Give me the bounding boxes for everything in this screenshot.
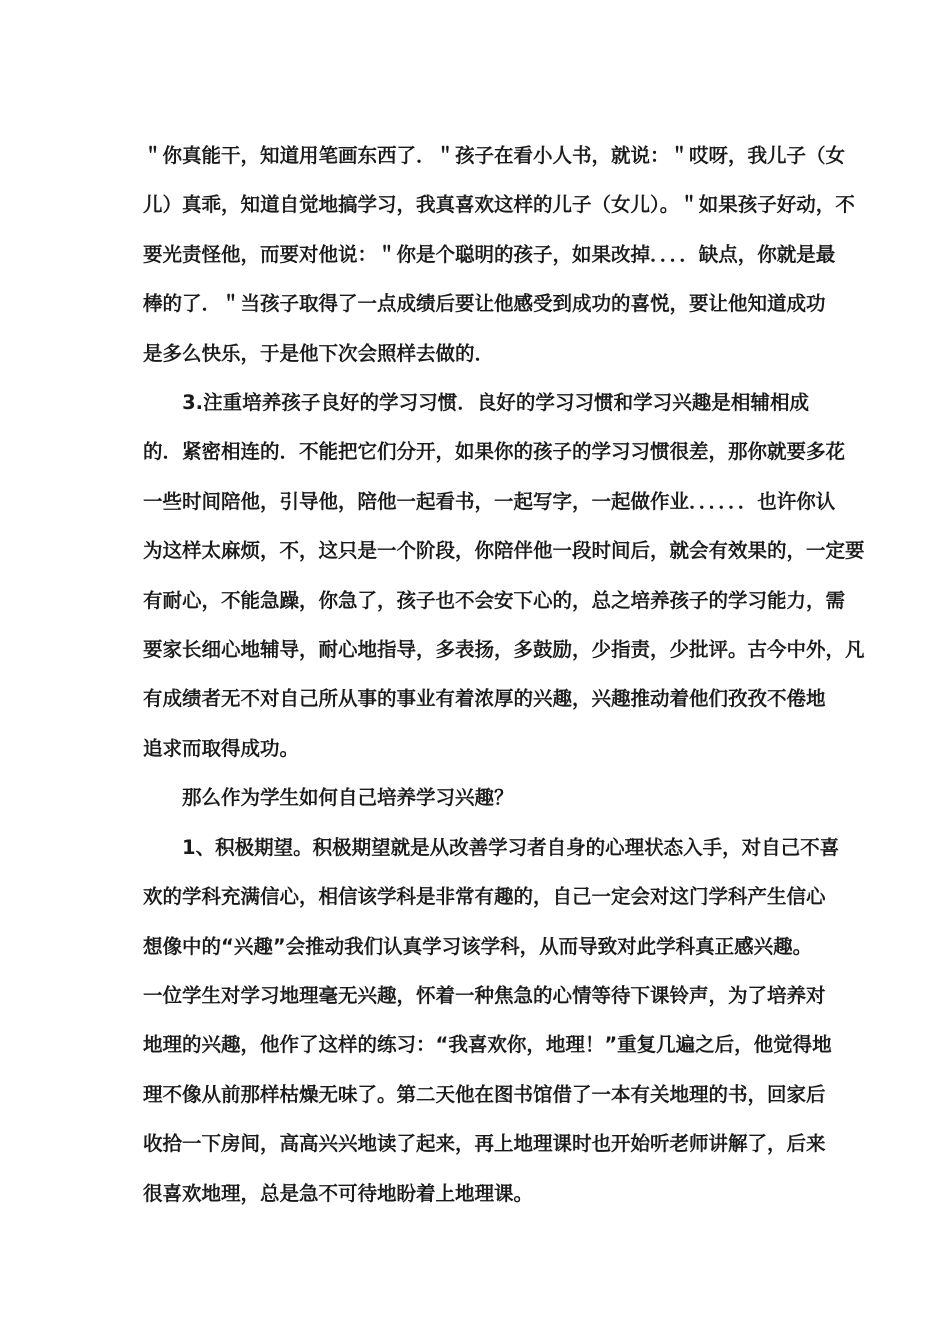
- paragraph-2: [143, 378, 865, 773]
- text-line: 是多么快乐，于是他下次会照样去做的．: [143, 341, 495, 365]
- text-line: 理不像从前那样枯燥无味了。第二天他在图书馆借了一本有关地理的书，回家后: [143, 1082, 826, 1106]
- text-line: 1、积极期望。积极期望就是从改善学习者自身的心理状态入手，对自己不喜: [143, 835, 840, 859]
- text-line: 那么作为学生如何自己培养学习兴趣？: [143, 786, 514, 810]
- text-line: 有成绩者无不对自己所从事的事业有着浓厚的兴趣，兴趣推动着他们孜孜不倦地: [143, 687, 826, 711]
- text-line: 棒的了．＂当孩子取得了一点成绩后要让他感受到成功的喜悦，要让他知道成功: [143, 292, 826, 316]
- text-line: 一位学生对学习地理毫无兴趣，怀着一种焦急的心情等待下课铃声，为了培养对: [143, 983, 826, 1007]
- text-line: 3.注重培养孩子良好的学习习惯．良好的学习习惯和学习兴趣是相辅相成: [143, 391, 809, 415]
- text-line: 欢的学科充满信心，相信该学科是非常有趣的，自己一定会对这门学科产生信心: [143, 885, 826, 909]
- text-line: 很喜欢地理，总是急不可待地盼着上地理课。: [143, 1181, 534, 1205]
- text-line: 要光责怪他，而要对他说：＂你是个聪明的孩子，如果改掉．．．．缺点，你就是最: [143, 242, 836, 266]
- text-line: 地理的兴趣，他作了这样的练习：“我喜欢你，地理！”重复几遍之后，他觉得地: [143, 1033, 832, 1057]
- text-line: 有耐心，不能急躁，你急了，孩子也不会安下心的，总之培养孩子的学习能力，需: [143, 588, 846, 612]
- text-line: 追求而取得成功。: [143, 736, 300, 760]
- document-page: [143, 131, 865, 1218]
- paragraph-4: [143, 823, 840, 1218]
- text-line: 儿）真乖，知道自觉地搞学习，我真喜欢这样的儿子（女儿）。＂如果孩子好动，不: [143, 193, 855, 217]
- text-line: 的．紧密相连的．不能把它们分开，如果你的孩子的学习习惯很差，那你就要多花: [143, 440, 846, 464]
- text-line: 一些时间陪他，引导他，陪他一起看书，一起写字，一起做作业．．．．．．也许你认: [143, 489, 836, 513]
- text-line: 想像中的“兴趣”会推动我们认真学习该学科，从而导致对此学科真正感兴趣。: [143, 934, 813, 958]
- text-line: 要家长细心地辅导，耐心地指导，多表扬，多鼓励，少指责，少批评。古今中外，凡: [143, 638, 865, 662]
- text-line: ＂你真能干，知道用笔画东西了．＂孩子在看小人书，就说：＂哎呀，我儿子（女: [143, 144, 846, 167]
- paragraph-1: [143, 131, 855, 378]
- paragraph-3: [143, 773, 809, 822]
- text-line: 为这样太麻烦，不，这只是一个阶段，你陪伴他一段时间后，就会有效果的，一定要: [143, 539, 865, 563]
- text-line: 收拾一下房间，高高兴兴地读了起来，再上地理课时也开始听老师讲解了，后来: [143, 1132, 826, 1156]
